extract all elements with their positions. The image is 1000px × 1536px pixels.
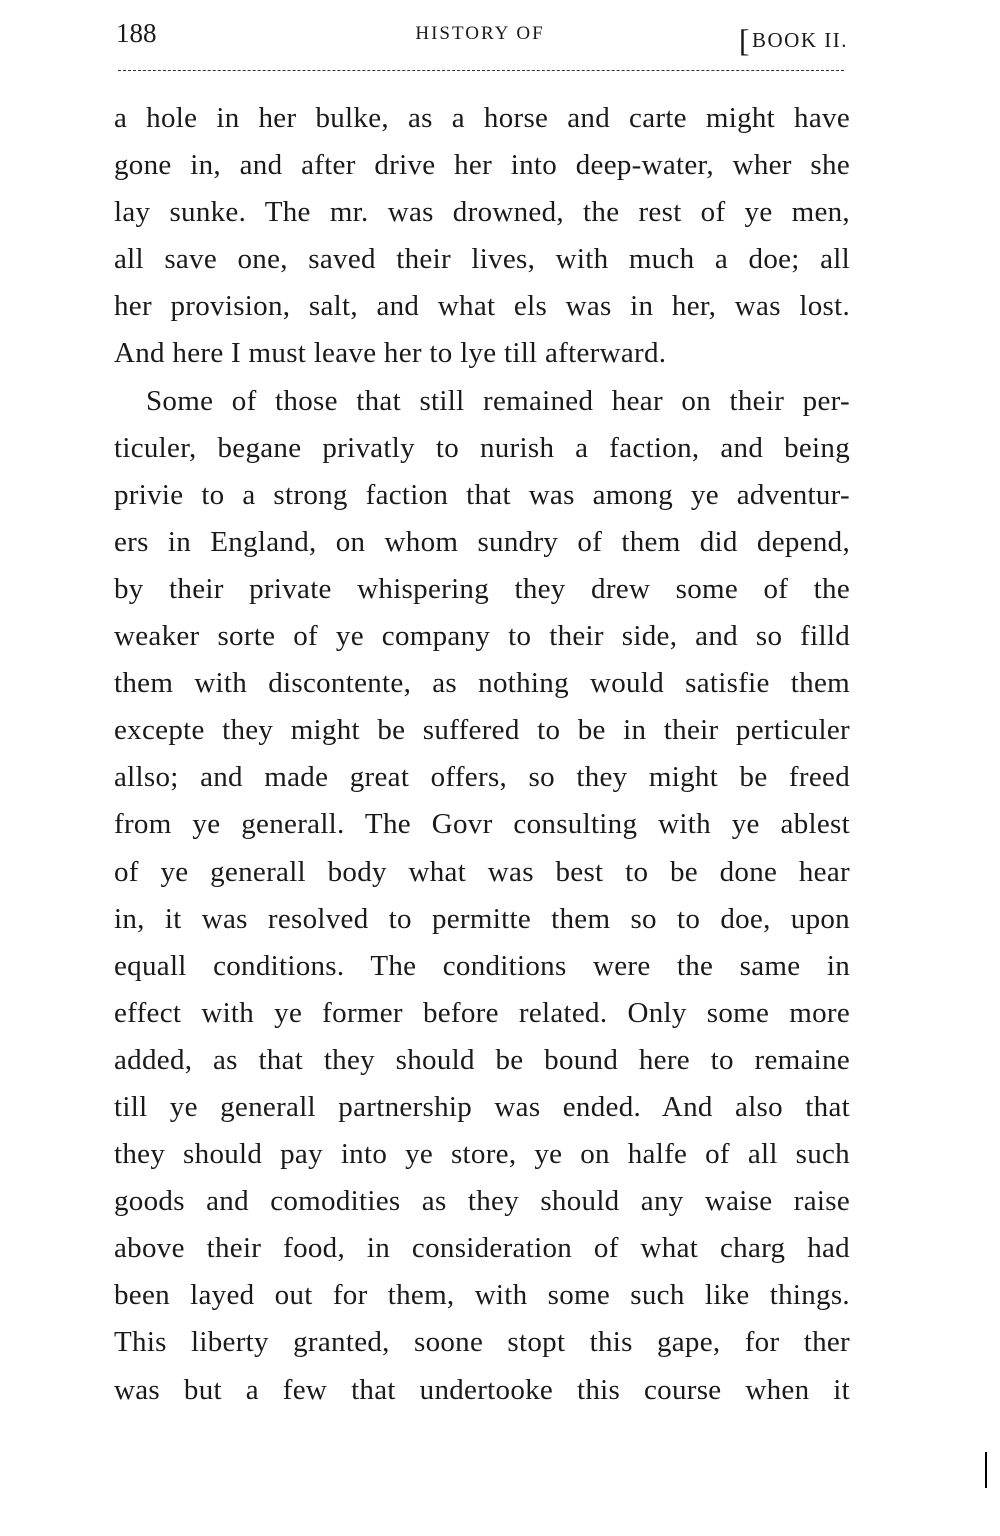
text-line: equall conditions. The conditions were the same in [114,949,850,982]
text-line: This liberty granted, soone stopt this gape, for ther [114,1326,850,1359]
text-line: allso; and made great offers, so they might be freed [114,761,850,794]
text-line: ers in England, on whom sundry of them did depend, [114,525,850,558]
bracket-glyph: [ [738,22,751,58]
text-line: above their food, in consideration of what charg had [114,1232,850,1265]
text-line: they should pay into ye store, ye on halfe of all such [114,1138,850,1171]
page-number: 188 [116,18,157,48]
text-line: of ye generall body what was best to be done hear [114,855,850,888]
text-line: goods and comodities as they should any waise raise [114,1185,850,1218]
text-line: them with discontente, as nothing would satisfie them [114,667,850,700]
text-line: weaker sorte of ye company to their side, and so filld [114,620,850,653]
text-line: till ye generall partnership was ended. And also that [114,1090,850,1123]
text-line: all save one, saved their lives, with much a doe; all [114,243,850,276]
text-line: by their private whispering they drew some of the [114,572,850,605]
text-line: was but a few that undertooke this course when it [114,1373,850,1406]
body-text [114,95,850,1414]
page-header [110,18,850,58]
text-line: And here I must leave her to lye till afterward. [114,337,667,370]
text-line: in, it was resolved to permitte them so to doe, upon [114,902,850,935]
header-rule [118,70,844,71]
text-line: from ye generall. The Govr consulting with ye ablest [114,808,850,841]
text-line: excepte they might be suffered to be in their perticuler [114,714,850,747]
text-line: her provision, salt, and what els was in her, was lost. [114,290,850,323]
text-line: gone in, and after drive her into deep-water, wher she [114,149,850,182]
text-line: added, as that they should be bound here to remaine [114,1043,850,1076]
text-line: Some of those that still remained hear on their per- [146,384,850,417]
text-line: a hole in her bulke, as a horse and carte might have [114,102,850,134]
book-reference-text: BOOK II. [752,28,848,52]
text-line: privie to a strong faction that was among ye adventur- [114,478,850,511]
running-title: HISTORY OF [415,23,545,44]
margin-mark [985,1452,987,1488]
text-line: been layed out for them, with some such like things. [114,1279,850,1312]
text-line: ticuler, begane privatly to nurish a faction, and being [114,431,850,464]
book-reference [738,18,848,58]
text-line: lay sunke. The mr. was drowned, the rest of ye men, [114,196,850,229]
text-line: effect with ye former before related. Only some more [114,996,850,1029]
